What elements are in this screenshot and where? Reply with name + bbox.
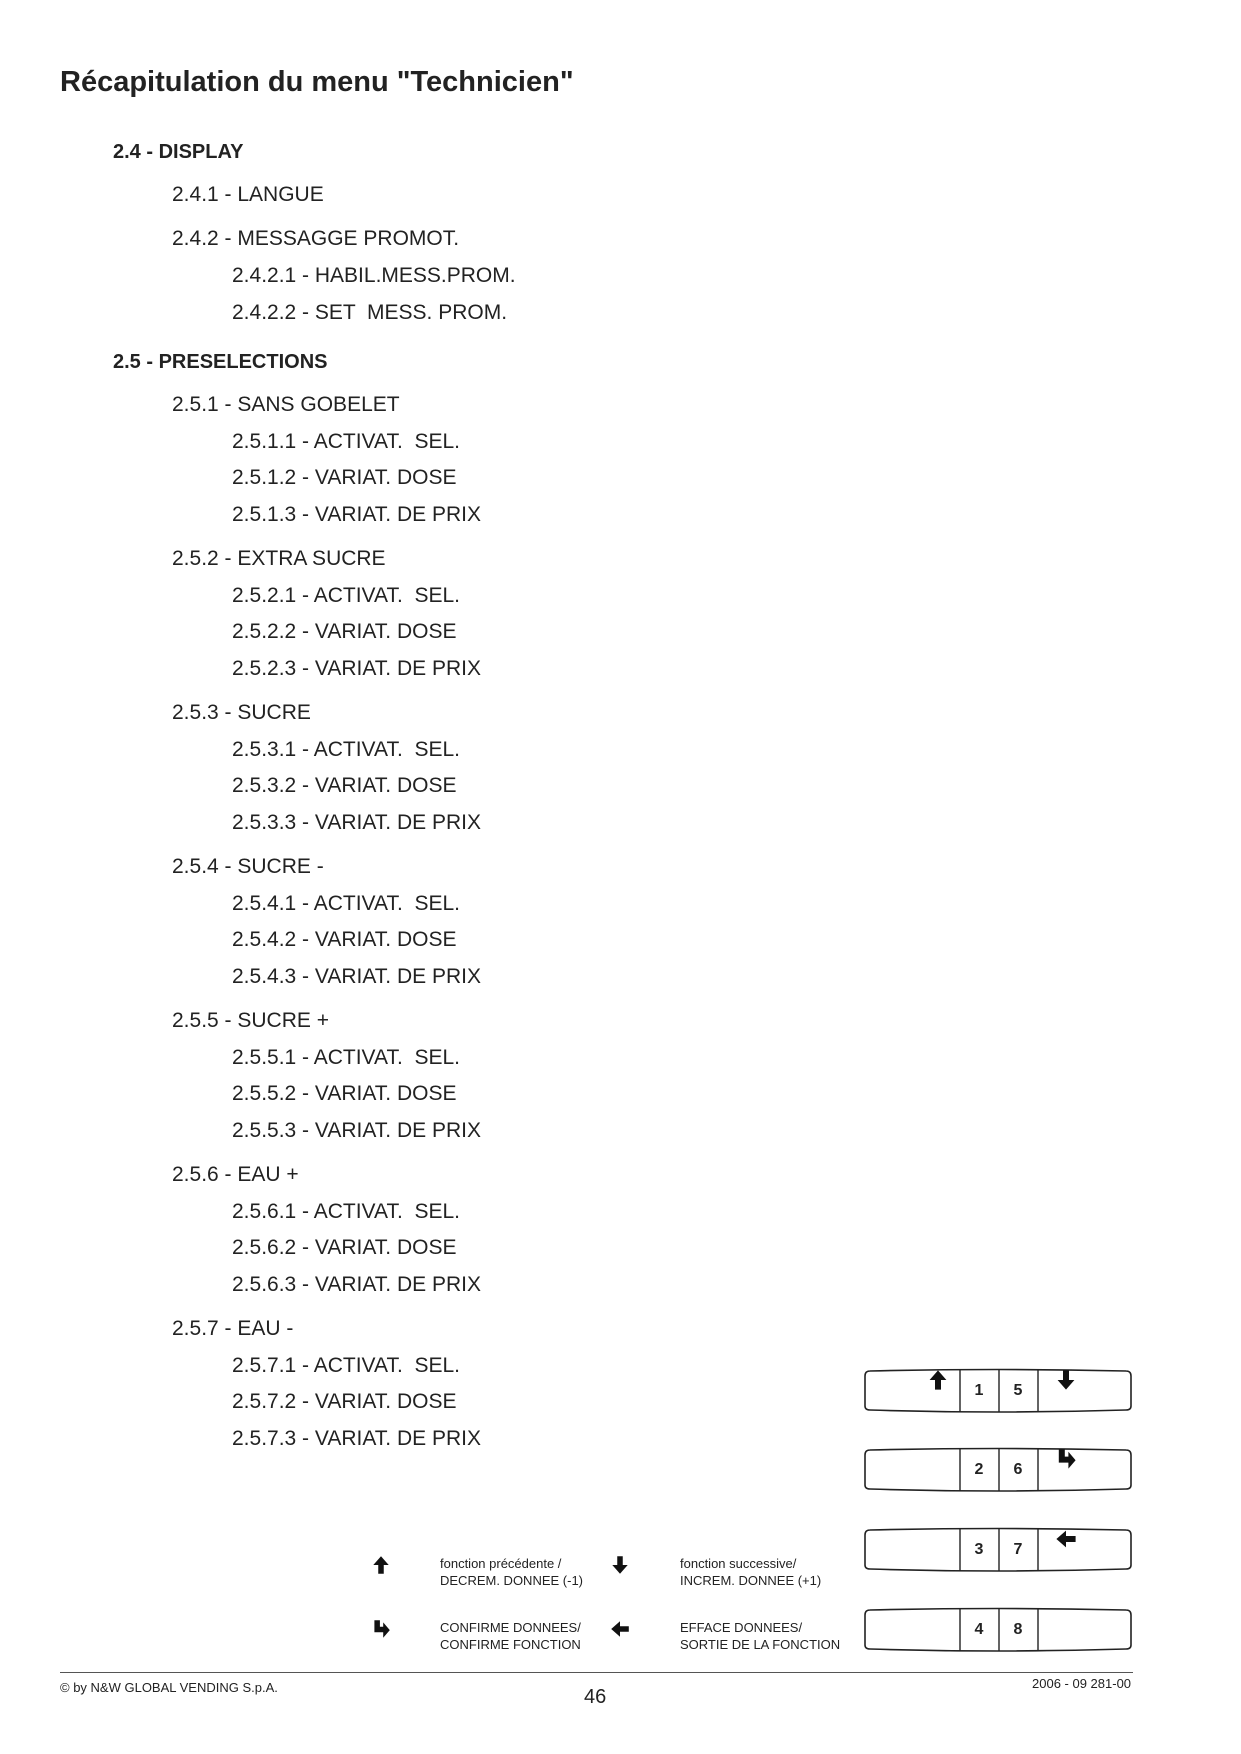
menu-subitem: 2.5.4.1 - ACTIVAT. SEL. xyxy=(232,892,460,915)
key-label: 4 xyxy=(974,1621,984,1638)
menu-subitem: 2.5.4.2 - VARIAT. DOSE xyxy=(232,928,457,951)
menu-subitem: 2.4.2.2 - SET MESS. PROM. xyxy=(232,301,508,324)
page-number: 46 xyxy=(584,1686,607,1708)
menu-subitem: 2.5.2.3 - VARIAT. DE PRIX xyxy=(232,657,481,680)
arrow-up-icon xyxy=(370,1554,392,1576)
menu-subitem: 2.5.3.2 - VARIAT. DOSE xyxy=(232,774,457,797)
menu-subitem: 2.5.3.1 - ACTIVAT. SEL. xyxy=(232,738,460,761)
menu-item: 2.5.4 - SUCRE - xyxy=(172,855,324,878)
footer-copyright: © by N&W GLOBAL VENDING S.p.A. xyxy=(60,1680,278,1695)
menu-subitem: 2.5.7.2 - VARIAT. DOSE xyxy=(232,1390,457,1413)
legend-down-text: fonction successive/ INCREM. DONNEE (+1) xyxy=(680,1556,822,1588)
menu-subitem: 2.5.5.1 - ACTIVAT. SEL. xyxy=(232,1046,460,1069)
section-heading-preselections: 2.5 - PRESELECTIONS xyxy=(113,351,328,373)
confirm-arrow-icon xyxy=(1054,1447,1078,1471)
confirm-arrow-icon xyxy=(370,1618,392,1640)
menu-item: 2.5.1 - SANS GOBELET xyxy=(172,393,400,416)
arrow-down-icon xyxy=(1054,1368,1078,1392)
menu-subitem: 2.5.3.3 - VARIAT. DE PRIX xyxy=(232,811,481,834)
menu-subitem: 2.5.6.2 - VARIAT. DOSE xyxy=(232,1236,457,1259)
key-label: 5 xyxy=(1013,1382,1023,1399)
menu-subitem: 2.5.7.3 - VARIAT. DE PRIX xyxy=(232,1427,481,1450)
menu-item: 2.4.2 - MESSAGGE PROMOT. xyxy=(172,227,460,250)
key-label: 8 xyxy=(1013,1621,1023,1638)
keypad-row xyxy=(864,1447,1132,1489)
footer-doc-code: 2006 - 09 281-00 xyxy=(1032,1676,1132,1691)
key-label: 2 xyxy=(974,1461,984,1478)
arrow-left-icon xyxy=(1054,1527,1078,1551)
arrow-down-icon xyxy=(609,1554,631,1576)
menu-subitem: 2.5.1.2 - VARIAT. DOSE xyxy=(232,466,457,489)
menu-subitem: 2.5.6.1 - ACTIVAT. SEL. xyxy=(232,1200,460,1223)
page-title: Récapitulation du menu "Technicien" xyxy=(60,66,574,98)
menu-subitem: 2.5.2.2 - VARIAT. DOSE xyxy=(232,620,457,643)
menu-subitem: 2.5.5.2 - VARIAT. DOSE xyxy=(232,1082,457,1105)
menu-subitem: 2.5.7.1 - ACTIVAT. SEL. xyxy=(232,1354,460,1377)
legend-clear-text: EFFACE DONNEES/ SORTIE DE LA FONCTION xyxy=(680,1620,841,1652)
legend-up-text: fonction précédente / DECREM. DONNEE (-1) xyxy=(440,1556,584,1588)
menu-item: 2.5.2 - EXTRA SUCRE xyxy=(172,547,386,570)
menu-subitem: 2.5.1.1 - ACTIVAT. SEL. xyxy=(232,430,460,453)
keypad-row xyxy=(864,1527,1132,1569)
menu-subitem: 2.5.5.3 - VARIAT. DE PRIX xyxy=(232,1119,481,1142)
menu-subitem: 2.5.6.3 - VARIAT. DE PRIX xyxy=(232,1273,481,1296)
arrow-left-icon xyxy=(609,1618,631,1640)
key-label: 6 xyxy=(1013,1461,1023,1478)
menu-subitem: 2.5.2.1 - ACTIVAT. SEL. xyxy=(232,584,460,607)
menu-subitem: 2.5.1.3 - VARIAT. DE PRIX xyxy=(232,503,481,526)
key-label: 7 xyxy=(1013,1541,1023,1558)
legend-confirm-text: CONFIRME DONNEES/ CONFIRME FONCTION xyxy=(440,1620,581,1652)
menu-subitem: 2.4.2.1 - HABIL.MESS.PROM. xyxy=(232,264,516,287)
menu-subitem: 2.5.4.3 - VARIAT. DE PRIX xyxy=(232,965,481,988)
footer-divider xyxy=(60,1672,1133,1673)
key-label: 1 xyxy=(974,1382,984,1399)
section-heading-display: 2.4 - DISPLAY xyxy=(113,141,244,163)
key-label: 3 xyxy=(974,1541,984,1558)
menu-item: 2.5.5 - SUCRE + xyxy=(172,1009,329,1032)
menu-item: 2.5.7 - EAU - xyxy=(172,1317,294,1340)
menu-item: 2.5.6 - EAU + xyxy=(172,1163,299,1186)
keypad-row xyxy=(864,1368,1132,1410)
menu-item: 2.5.3 - SUCRE xyxy=(172,701,311,724)
arrow-up-icon xyxy=(926,1368,950,1392)
keypad-row xyxy=(864,1607,1132,1649)
menu-item: 2.4.1 - LANGUE xyxy=(172,183,324,206)
